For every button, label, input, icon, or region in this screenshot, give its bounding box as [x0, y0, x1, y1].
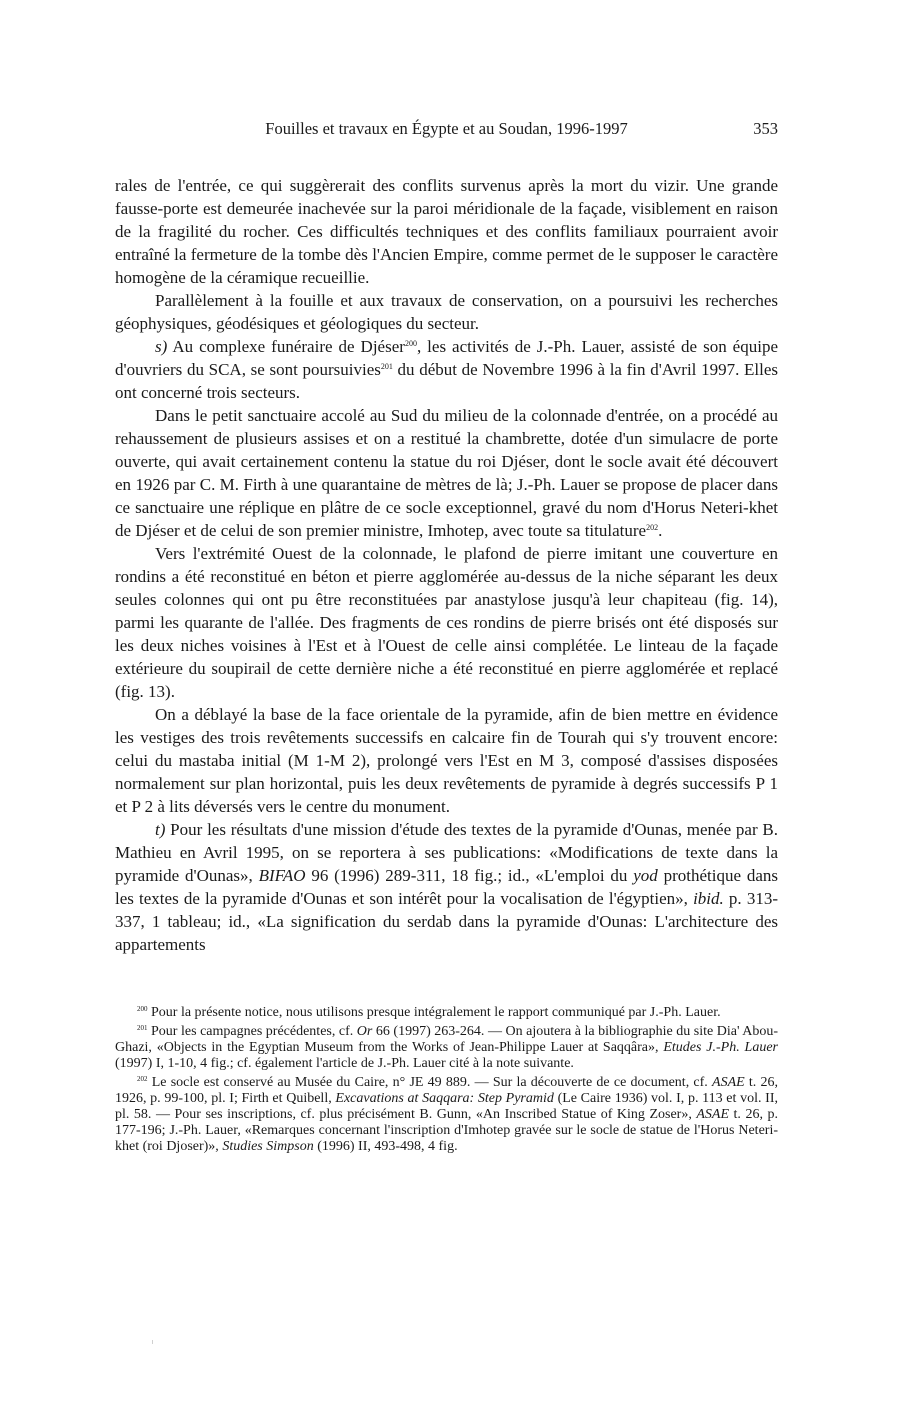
text-run: (1997) I, 1-10, 4 fig.; cf. également l'article de J.-Ph. Lauer cité à la note suivante.: [115, 1056, 574, 1071]
text-run: t. 26, p. 177-196; J.-Ph. Lauer, «Remarques concernant l'inscription d'Imhotep gravée sur le socle de statue de l'Horus Neteri-khet (roi Djoser)»,: [115, 1107, 779, 1154]
text-run: (1996) II, 493-498, 4 fig.: [313, 1139, 458, 1154]
text-run: 96 (1996) 289-311, 18 fig.; id., «L'emploi du: [305, 866, 634, 885]
body-paragraph: [115, 404, 778, 542]
body-paragraph: [115, 818, 778, 956]
text-run: p. 313-337, 1 tableau; id., «La signification du serdab dans la pyramide d'Ounas: L'architecture des appartements: [115, 889, 778, 954]
body-paragraph: [115, 703, 778, 818]
italic-text: ibid.: [693, 889, 724, 908]
body-paragraph: [115, 289, 778, 335]
italic-text: Studies Simpson: [222, 1139, 314, 1154]
text-run: rales de l'entrée, ce qui suggèrerait des conflits survenus après la mort du vizir. Une grande fausse-porte est demeurée inachevée sur la paroi méridionale de la façade, visiblement en raison de la fragilité du rocher. Ces difficultés techniques et des conflits familiaux pourraient avoir entraîné la fermeture de la tombe dès l'Ancien Empire, comme permet de le supposer le caractère homogène de la céramique recueillie.: [115, 176, 778, 287]
running-title: Fouilles et travaux en Égypte et au Soudan, 1996-1997: [265, 119, 628, 138]
text-run: Au complexe funéraire de Djéser: [167, 337, 405, 356]
italic-text: ASAE: [712, 1075, 745, 1090]
text-run: 66 (1997) 263-264. — On ajoutera à la bibliographie du site Dia' Abou-Ghazi, «Objects in the Egyptian Museum from the Works of Jean-Philippe Lauer at Saqqâra»,: [115, 1024, 779, 1055]
scan-mark: [152, 1340, 153, 1344]
body-paragraph: [115, 174, 778, 289]
text-run: Le socle est conservé au Musée du Caire, n° JE 49 889. — Sur la découverte de ce document, cf.: [147, 1075, 713, 1090]
italic-text: ASAE: [696, 1107, 730, 1122]
italic-text: t): [155, 820, 166, 839]
text-run: Parallèlement à la fouille et aux travaux de conservation, on a poursuivi les recherches géophysiques, géodésiques et géologiques du secteur.: [115, 291, 778, 333]
note-reference: 202: [137, 1075, 148, 1083]
text-run: t. 26, 1926, p. 99-100, pl. I; Firth et Quibell,: [115, 1075, 778, 1106]
text-run: Vers l'extrémité Ouest de la colonnade, le plafond de pierre imitant une couverture en rondins a été reconstitué en béton et pierre agglomérée au-dessus de la niche séparant les deux seules colonnes qui ont pu être reconstituées par anastylose jusqu'à leur chapiteau (fig. 14), parmi les quarante de l'allée. Des fragments de ces rondins de pierre brisés ont été disposés sur les deux niches voisines à l'Est et à l'Ouest de celle ainsi complétée. Le linteau de la façade extérieure du soupirail de cette dernière niche a été reconstitué en pierre agglomérée et replacé (fig. 13).: [115, 544, 778, 701]
text-run: Dans le petit sanctuaire accolé au Sud du milieu de la colonnade d'entrée, on a procédé au rehaussement de plusieurs assises et on a restitué la chambrette, dotée d'un simulacre de porte ouverte, qui avait certainement contenu la statue du roi Djéser, dont le socle avait été découvert en 1926 par C. M. Firth à une quarantaine de mètres de là; J.-Ph. Lauer se propose de placer dans ce sanctuaire une réplique en plâtre de ce socle exceptionnel, gravé du nom d'Horus Neteri-khet de Djéser et de celui de son premier ministre, Imhotep, avec toute sa titulature: [115, 406, 778, 540]
text-run: Pour les campagnes précédentes, cf.: [147, 1024, 357, 1039]
text-run: On a déblayé la base de la face orientale de la pyramide, afin de bien mettre en évidence les vestiges des trois revêtements successifs en calcaire fin de Tourah qui s'y trouvent encore: celui du mastaba initial (M 1-M 2), prolongé vers l'Est en M 3, composé d'assises disposées normalement sur plan horizontal, puis les deux revêtements de pyramide à degrés successifs P 1 et P 2 à lits déversés vers le centre du monument.: [115, 705, 778, 816]
italic-text: Or: [356, 1024, 373, 1039]
text-run: prothétique dans les textes de la pyramide d'Ounas et son intérêt pour la vocalisation de l'égyptien»,: [115, 866, 778, 908]
italic-text: Etudes J.-Ph. Lauer: [663, 1040, 779, 1055]
page-header: [115, 119, 778, 141]
note-reference: 200: [404, 339, 417, 348]
footnotes: [115, 1005, 778, 1158]
body-paragraph: [115, 542, 778, 703]
body-text: [115, 174, 778, 956]
page-number: 353: [753, 119, 778, 138]
italic-text: yod: [633, 866, 658, 885]
note-reference: 201: [137, 1024, 148, 1032]
text-run: , les activités de J.-Ph. Lauer, assisté de son équipe d'ouvriers du SCA, se sont poursuivies: [115, 337, 778, 379]
text-run: .: [658, 521, 663, 540]
note-reference: 202: [646, 523, 659, 532]
text-run: Pour les résultats d'une mission d'étude des textes de la pyramide d'Ounas, menée par B. Mathieu en Avril 1995, on se reportera à ses publications: «Modifications de texte dans la pyramide d'Ounas»,: [115, 820, 778, 885]
text-run: Pour la présente notice, nous utilisons presque intégralement le rapport communiqué par J.-Ph. Lauer.: [147, 1005, 721, 1020]
text-run: du début de Novembre 1996 à la fin d'Avril 1997. Elles ont concerné trois secteurs.: [115, 360, 778, 402]
italic-text: s): [155, 337, 168, 356]
footnote: [115, 1005, 778, 1021]
footnote: [115, 1024, 778, 1072]
text-run: (Le Caire 1936) vol. I, p. 113 et vol. II, pl. 58. — Pour ses inscriptions, cf. plus précisément B. Gunn, «An Inscribed Statue of King Zoser»,: [115, 1091, 778, 1122]
footnote: [115, 1075, 778, 1155]
italic-text: BIFAO: [258, 866, 306, 885]
note-reference: 201: [380, 362, 393, 371]
italic-text: Excavations at Saqqara: Step Pyramid: [335, 1091, 554, 1106]
body-paragraph: [115, 335, 778, 404]
note-reference: 200: [137, 1005, 148, 1013]
